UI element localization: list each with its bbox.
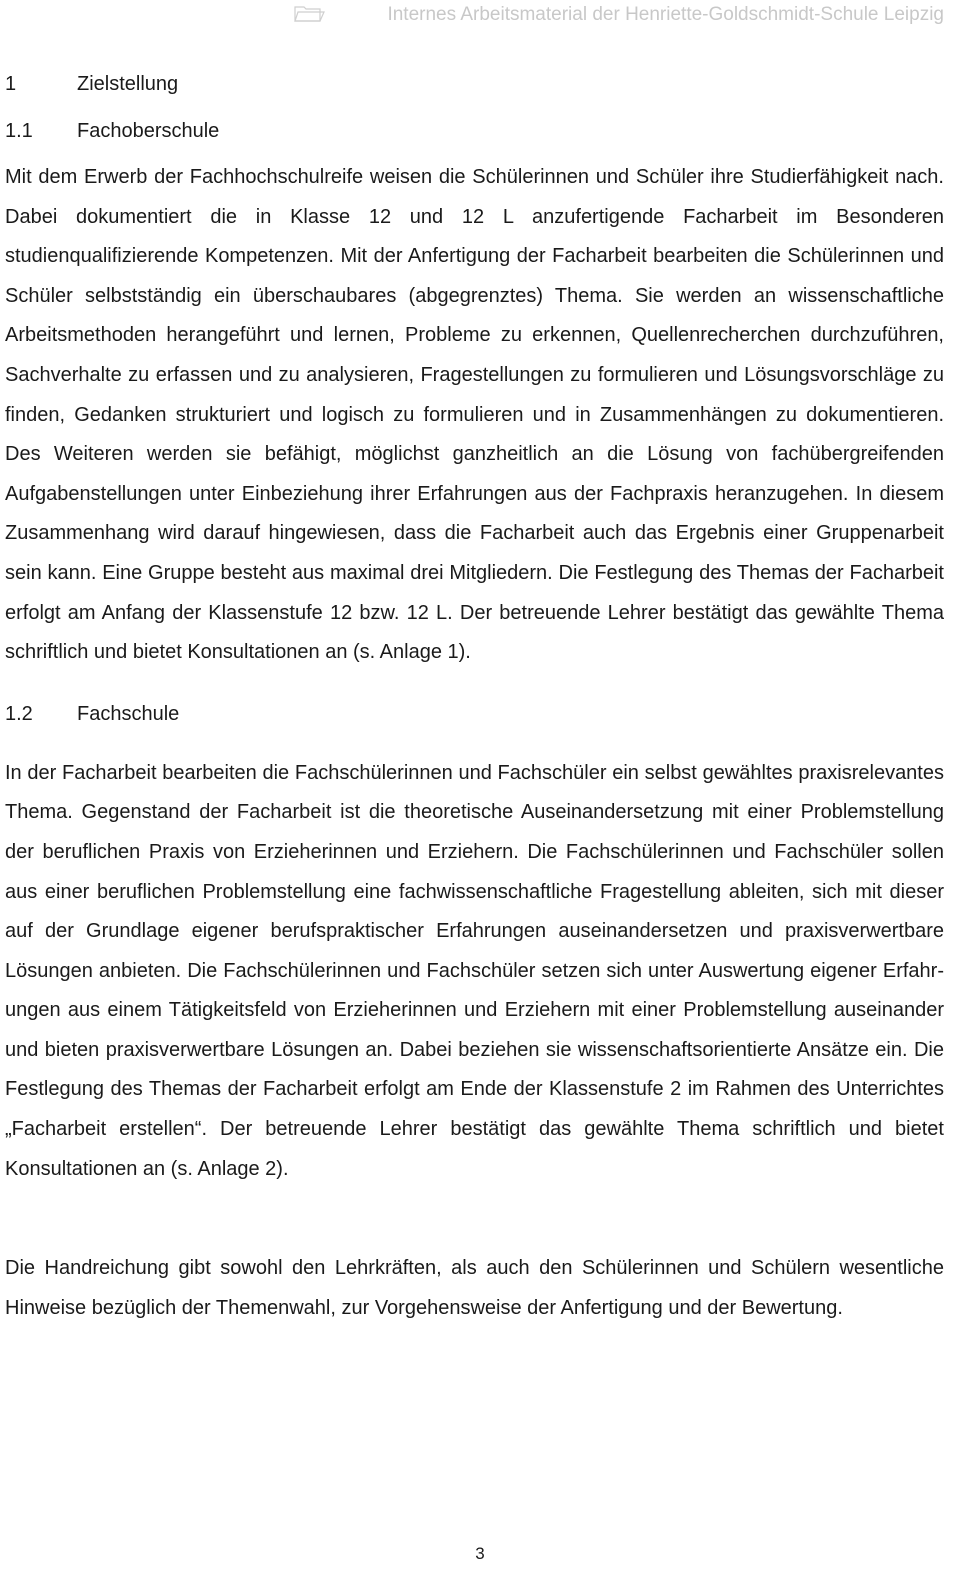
section-heading-1-1: [5, 111, 944, 151]
folder-icon: [294, 5, 326, 23]
page-header: [0, 0, 960, 30]
paragraph-fachschule: In der Facharbeit bearbeiten die Fachschülerinnen und Fachschüler ein selbst gewähltes praxisrelevantes Thema. Gegenstand der Facharbeit ist die theoretische Auseinandersetzung mit einer Problemstellung der beruflichen Praxis von Erzieherinnen und Erziehern. Die Fachschülerinnen und Fachschüler sollen aus einer beruflichen Problemstellung eine fachwissenschaftliche Fragestellung ableiten, sich mit dieser auf der Grundlage eigener berufspraktischer Erfahrungen auseinandersetzen und praxisverwertbare Lösungen anbieten. Die Fachschülerinnen und Fachschüler setzen sich unter Auswertung eigener Erfahrungen aus einem Tätigkeitsfeld von Erzieherinnen und Erziehern mit einer Problemstellung auseinander und bieten praxisverwertbare Lösungen an. Dabei beziehen sie wissenschaftsorientierte Ansätze ein. Die Festlegung des Themas der Facharbeit erfolgt am Ende der Klassenstufe 2 im Rahmen des Unterrichtes „Facharbeit erstellen“. Der betreuende Lehrer bestätigt das gewählte Thema schriftlich und bietet Konsultationen an (s. Anlage 2).: [5, 761, 944, 1180]
section-heading-1: [5, 64, 944, 104]
document-body: [5, 64, 944, 1328]
header-text: Internes Arbeitsmaterial der Henriette-Goldschmidt-Schule Leipzig: [387, 4, 944, 25]
paragraph-closing: Die Handreichung gibt sowohl den Lehrkräften, als auch den Schülerinnen und Schülern wesentliche Hinweise bezüglich der Themenwahl, zur Vorgehensweise der Anfertigung und der Bewertung.: [5, 1257, 944, 1319]
paragraph-fachoberschule: Mit dem Erwerb der Fachhochschulreife weisen die Schülerinnen und Schüler ihre Studierfähigkeit nach. Dabei dokumentiert die in Klasse 12 und 12 L anzufertigende Facharbeit im Besonderen studienqualifizierende Kompetenzen. Mit der Anfertigung der Facharbeit bearbeiten die Schülerinnen und Schüler selbstständig ein überschaubares (abgegrenztes) Thema. Sie werden an wissenschaftliche Arbeitsmethoden herangeführt und lernen, Probleme zu erkennen, Quellenrecherchen durchzuführen, Sachverhalte zu erfassen und zu analysieren, Fragestellungen zu formulieren und Lösungsvorschläge zu finden, Gedanken strukturiert und logisch zu formulieren und in Zusammenhängen zu dokumentieren. Des Weiteren werden sie befähigt, möglichst ganzheitlich an die Lösung von fachübergreifenden Aufgabenstellungen unter Einbeziehung ihrer Erfahrungen aus der Fachpraxis heranzugehen. In diesem Zusammenhang wird darauf hingewiesen, dass die Facharbeit auch das Ergebnis einer Gruppenarbeit sein kann. Eine Gruppe besteht aus maximal drei Mitgliedern. Die Festlegung des Themas der Facharbeit erfolgt am Anfang der Klassenstufe 12 bzw. 12 L. Der betreuende Lehrer bestätigt das gewählte Thema schriftlich und bietet Konsultationen an (s. Anlage 1).: [5, 166, 944, 664]
section-number: 1: [5, 73, 17, 95]
section-title: Fachoberschule: [77, 120, 220, 142]
page-number: 3: [475, 1544, 485, 1563]
section-heading-1-2: [5, 694, 944, 734]
section-title: Fachschule: [77, 702, 180, 725]
section-title: Zielstellung: [77, 73, 179, 95]
section-number: 1.1: [5, 120, 33, 142]
section-number: 1.2: [5, 702, 33, 725]
